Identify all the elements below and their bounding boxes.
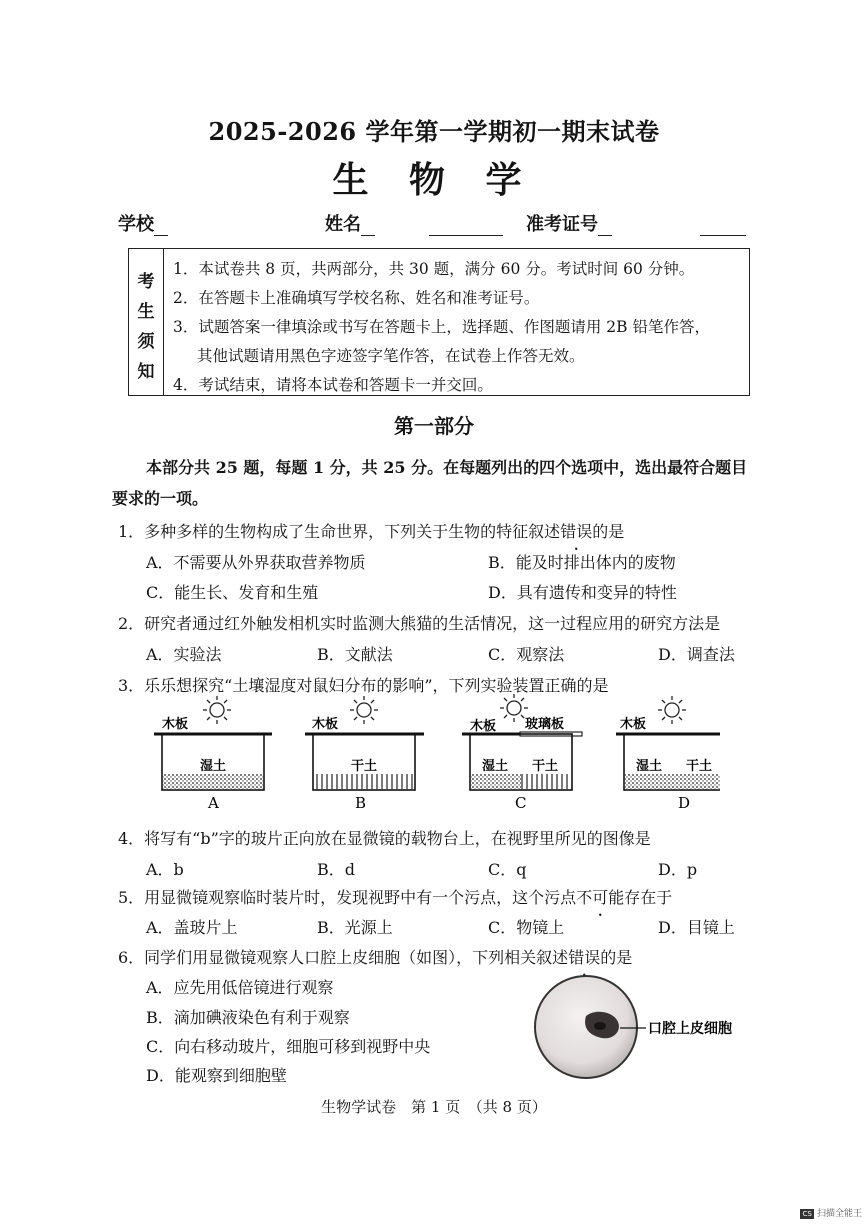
- q4-option-c: C．q: [488, 860, 527, 879]
- school-label: 学校: [118, 214, 154, 235]
- question-6-stem: [118, 945, 632, 968]
- board-label: 木板: [470, 719, 497, 734]
- q1-option-d: D．具有遗传和变异的特性: [488, 583, 677, 602]
- part-intro: 本部分共 25 题，每题 1 分，共 25 分。在每题列出的四个选项中，选出最符合题目: [146, 458, 748, 477]
- watermark-text: 扫描全能王: [816, 1209, 862, 1219]
- q6-option-c: C．向右移动玻片，细胞可移到视野中央: [146, 1037, 431, 1056]
- sun-icon: [203, 696, 231, 724]
- question-5-stem: [118, 885, 672, 908]
- stem-text: 1．多种多样的生物构成了生命世界，下列关于生物的特征叙述: [118, 522, 561, 541]
- soil-label: 干土: [532, 759, 559, 774]
- q4-option-b: B．d: [317, 860, 356, 879]
- stem-text: 5．用显微镜观察临时装片时，发现视野中有一个污点，这个污点: [118, 888, 577, 907]
- notice-label-char: 知: [137, 362, 155, 382]
- notice-label-char: 考: [137, 272, 155, 292]
- stem-text: 存在于: [624, 888, 673, 907]
- q6-option-b: B．滴加碘液染色有利于观察: [146, 1008, 350, 1027]
- notice-label: [129, 249, 164, 395]
- q2-option-a: A．实验法: [146, 645, 222, 664]
- question-1-stem: [118, 519, 624, 542]
- q5-option-d: D．目镜上: [658, 918, 735, 937]
- q2-option-d: D．调查法: [658, 645, 735, 664]
- glass-label: 玻璃板: [525, 717, 565, 732]
- emphasis-text: 错误: [568, 948, 601, 967]
- sun-icon: [350, 696, 378, 724]
- q1-option-b: B．能及时排出体内的废物: [488, 553, 676, 572]
- exam-title: 2025-2026 学年第一学期初一期末试卷: [208, 117, 660, 146]
- board-label: 木板: [312, 717, 339, 732]
- apparatus-d: [616, 696, 720, 812]
- exam-id-field: [526, 210, 746, 236]
- emphasis-text: 不可能: [576, 888, 625, 907]
- school-field: [118, 210, 168, 236]
- apparatus-c: [462, 694, 582, 812]
- soil-label: 湿土: [636, 759, 663, 774]
- scanner-watermark: [800, 1206, 862, 1219]
- scanner-logo-icon: CS: [800, 1209, 814, 1219]
- notice-line: 2．在答题卡上准确填写学校名称、姓名和准考证号。: [173, 289, 540, 307]
- soil-label: 干土: [351, 759, 378, 774]
- name-label: 姓名: [325, 214, 361, 235]
- candidate-notice-box: [128, 248, 750, 396]
- q5-option-c: C．物镜上: [488, 918, 565, 937]
- emphasis-text: 错误: [560, 522, 593, 541]
- cell-label: 口腔上皮细胞: [648, 1021, 732, 1037]
- apparatus-b: [305, 696, 424, 812]
- notice-label-char: 须: [137, 332, 155, 352]
- page-footer: 生物学试卷 第 1 页 （共 8 页）: [321, 1098, 547, 1116]
- part-one-title: 第一部分: [394, 414, 474, 438]
- sun-icon: [658, 696, 686, 724]
- soil-label: 湿土: [200, 759, 227, 774]
- sun-icon: [500, 694, 528, 722]
- q2-option-c: C．观察法: [488, 645, 565, 664]
- q3-apparatus-figure: [140, 690, 720, 820]
- q1-option-c: C．能生长、发育和生殖: [146, 583, 319, 602]
- soil-label: 湿土: [482, 759, 509, 774]
- question-2-stem: 2．研究者通过红外触发相机实时监测大熊猫的生活情况，这一过程应用的研究方法是: [118, 614, 721, 633]
- option-label: B: [355, 794, 367, 812]
- board-label: 木板: [162, 717, 189, 732]
- apparatus-a: [154, 696, 272, 812]
- part-intro-cont: 要求的一项。: [112, 489, 209, 508]
- name-field: [325, 210, 503, 236]
- option-label: A: [208, 794, 219, 812]
- q6-option-d: D．能观察到细胞壁: [146, 1066, 287, 1085]
- notice-line: 其他试题请用黑色字迹签字笔作答，在试卷上作答无效。: [197, 347, 585, 365]
- q4-option-d: D．p: [658, 860, 698, 879]
- q1-option-a: A．不需要从外界获取营养物质: [146, 553, 366, 572]
- soil-label: 干土: [686, 759, 713, 774]
- q4-option-a: A．b: [146, 860, 184, 879]
- stem-text: 6．同学们用显微镜观察人口腔上皮细胞（如图），下列相关叙述: [118, 948, 569, 967]
- notice-line: 3．试题答案一律填涂或书写在答题卡上，选择题、作图题请用 2B 铅笔作答，: [173, 318, 710, 336]
- q2-option-b: B．文献法: [317, 645, 393, 664]
- option-label: D: [678, 794, 691, 812]
- notice-line: 4．考试结束，请将本试卷和答题卡一并交回。: [173, 376, 493, 394]
- stem-text: 的是: [592, 522, 625, 541]
- notice-label-char: 生: [137, 302, 155, 322]
- board-label: 木板: [620, 717, 647, 732]
- question-3-stem: 3．乐乐想探究“土壤湿度对鼠妇分布的影响”，下列实验装置正确的是: [118, 676, 609, 695]
- subject-title: 生 物 学: [332, 159, 536, 201]
- q6-option-a: A．应先用低倍镜进行观察: [146, 978, 334, 997]
- q5-option-a: A．盖玻片上: [146, 918, 238, 937]
- notice-line: 1．本试卷共 8 页，共两部分，共 30 题，满分 60 分。考试时间 60 分钟。: [173, 260, 695, 278]
- q5-option-b: B．光源上: [317, 918, 393, 937]
- microscope-field-figure: [530, 972, 770, 1082]
- question-4-stem: 4．将写有“b”字的玻片正向放在显微镜的载物台上，在视野里所见的图像是: [118, 829, 651, 848]
- option-label: C: [515, 794, 527, 812]
- stem-text: 的是: [600, 948, 633, 967]
- exam-id-label: 准考证号: [526, 214, 598, 235]
